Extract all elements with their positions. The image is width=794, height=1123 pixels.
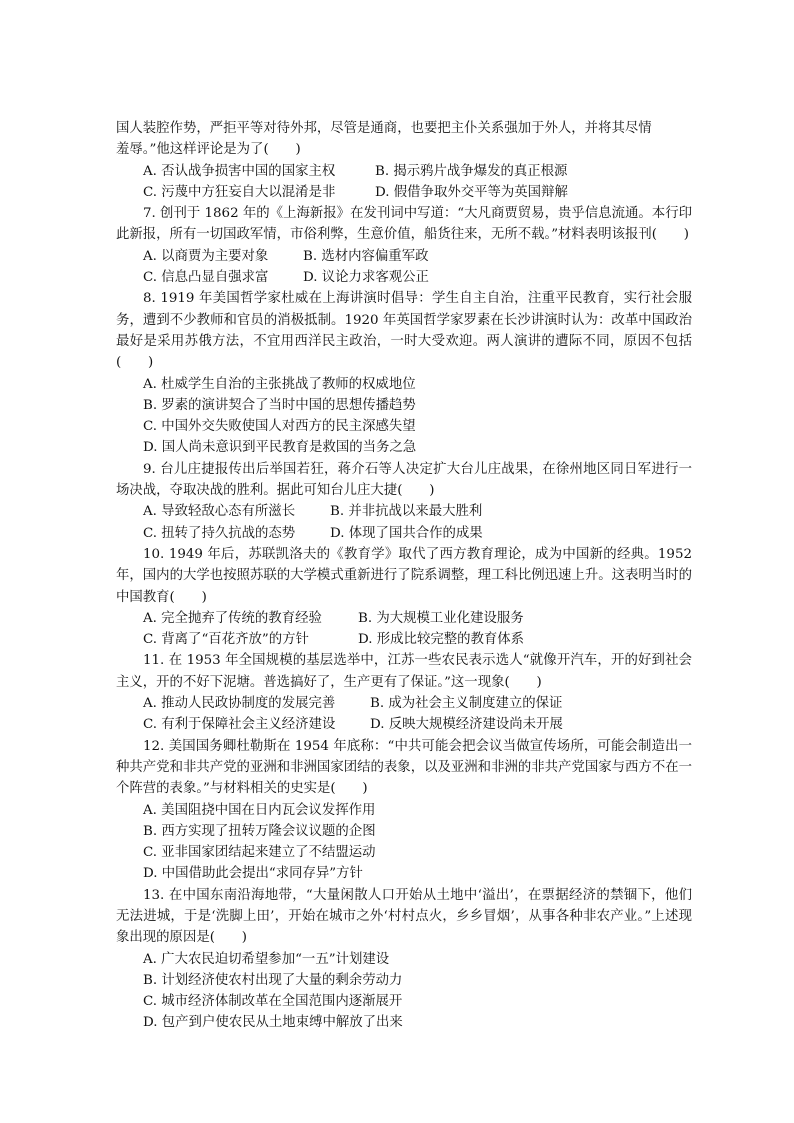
- q9-options-row1: [116, 501, 692, 522]
- q6-options-row1: [116, 161, 692, 182]
- q8-stem: 8. 1919 年美国哲学家杜威在上海讲演时倡导：学生自主自治，注重平民教育，实行社会服务，遭到不少教师和官员的消极抵制。1920 年英国哲学家罗素在长沙讲演时认为：改革中国政治最好是采用苏俄方法，不宜用西洋民主政治，一时大受欢迎。两人演讲的遭际不同，原因不包括( ): [116, 291, 692, 371]
- q12-option-b[interactable]: B. 西方实现了扭转万隆会议议题的企图: [143, 823, 376, 839]
- q6-option-c[interactable]: C. 污蔑中方狂妄自大以混淆是非: [143, 184, 336, 200]
- q9-stem: 9. 台儿庄捷报传出后举国若狂，蒋介石等人决定扩大台儿庄战果，在徐州地区同日军进行一场决战，夺取决战的胜利。据此可知台儿庄大捷( ): [116, 461, 692, 499]
- q7-option-c[interactable]: C. 信息凸显自强求富: [143, 270, 269, 286]
- q7-options-row2: [116, 267, 692, 288]
- q10-option-a[interactable]: A. 完全抛弃了传统的教育经验: [143, 610, 322, 626]
- q7-option-b[interactable]: B. 选材内容偏重军政: [303, 248, 429, 264]
- q12-option-a[interactable]: A. 美国阻挠中国在日内瓦会议发挥作用: [143, 802, 376, 818]
- q9-option-c[interactable]: C. 扭转了持久抗战的态势: [143, 525, 296, 541]
- q10-option-c[interactable]: C. 背离了“百花齐放”的方针: [143, 632, 309, 648]
- q8-option-c[interactable]: C. 中国外交失败使国人对西方的民主深感失望: [143, 419, 416, 435]
- q11-stem: 11. 在 1953 年全国规模的基层选举中，江苏一些农民表示选人“就像开汽车，开的好到社会主义，开的不好下泥塘。普选搞好了，生产更有了保证。”这一现象( ): [116, 653, 692, 690]
- q11-option-a[interactable]: A. 推动人民政协制度的发展完善: [143, 696, 336, 712]
- q6-stem-line1: 国人装腔作势，严拒平等对待外邦，尽管是通商，也要把主仆关系强加于外人，并将其尽情: [116, 121, 652, 136]
- q13-option-d[interactable]: D. 包产到户使农民从土地束缚中解放了出来: [143, 1015, 403, 1031]
- q8-option-b[interactable]: B. 罗素的演讲契合了当时中国的思想传播趋势: [143, 397, 416, 413]
- q7-option-a[interactable]: A. 以商贾为主要对象: [143, 248, 269, 264]
- q9-option-a[interactable]: A. 导致轻敌心态有所滋长: [143, 504, 296, 520]
- q12-option-d[interactable]: D. 中国借助此会提出“求同存异”方针: [143, 866, 363, 882]
- q12-option-c[interactable]: C. 亚非国家团结起来建立了不结盟运动: [143, 845, 376, 861]
- q13-stem: 13. 在中国东南沿海地带，“大量闲散人口开始从土地中‘溢出’，在票据经济的禁锢下，他们无法进城，于是‘洗脚上田’，开始在城市之外‘村村点火，乡乡冒烟’，从事各种非农产业。”上述现象出现的原因是( ): [116, 887, 692, 946]
- q11-option-d[interactable]: D. 反映大规模经济建设尚未开展: [370, 717, 563, 733]
- q8-option-d[interactable]: D. 国人尚未意识到平民教育是救国的当务之急: [143, 440, 417, 456]
- q10-stem: 10. 1949 年后，苏联凯洛夫的《教育学》取代了西方教育理论，成为中国新的经典。1952 年，国内的大学也按照苏联的大学模式重新进行了院系调整，理工科比例迅速上升。这表明当时的中国教育( ): [116, 546, 692, 605]
- q6-option-a[interactable]: A. 否认战争损害中国的国家主权: [143, 163, 336, 179]
- q12-stem: 12. 美国国务卿杜勒斯在 1954 年底称：“中共可能会把会议当做宣传场所，可能会制造出一种共产党和非共产党的亚洲和非洲国家团结的表象，以及亚洲和非洲的非共产党国家与西方不在一个阵营的表象。”与材料相关的史实是( ): [116, 738, 692, 797]
- q6-stem-line2: 羞辱。”他这样评论是为了( ): [116, 142, 301, 158]
- q10-options-row1: [116, 608, 692, 629]
- q13-option-a[interactable]: A. 广大农民迫切希望参加“一五”计划建设: [143, 951, 390, 967]
- q6-option-b[interactable]: B. 揭示鸦片战争爆发的真正根源: [375, 163, 568, 179]
- q6-option-d[interactable]: D. 假借争取外交平等为英国辩解: [375, 184, 568, 200]
- q10-option-d[interactable]: D. 形成比较完整的教育体系: [358, 632, 525, 648]
- q13-option-b[interactable]: B. 计划经济使农村出现了大量的剩余劳动力: [143, 972, 403, 988]
- q10-option-b[interactable]: B. 为大规模工业化建设服务: [358, 610, 524, 626]
- q13-option-c[interactable]: C. 城市经济体制改革在全国范围内逐渐展开: [143, 994, 403, 1010]
- q10-options-row2: [116, 629, 692, 650]
- q7-stem: 7. 创刊于 1862 年的《上海新报》在发刊词中写道：“大凡商贾贸易，贵乎信息流通。本行印此新报，所有一切国政军情，市俗利弊，生意价值，船货往来，无所不载。”材料表明该报刊( ): [116, 206, 692, 243]
- q9-option-b[interactable]: B. 并非抗战以来最大胜利: [330, 504, 483, 520]
- q11-options-row2: [116, 714, 692, 735]
- exam-page: [116, 118, 692, 1034]
- q11-option-c[interactable]: C. 有利于保障社会主义经济建设: [143, 717, 336, 733]
- q7-options-row1: [116, 246, 692, 267]
- q11-options-row1: [116, 693, 692, 714]
- q6-stem-tail: [116, 118, 692, 161]
- q8-option-a[interactable]: A. 杜威学生自治的主张挑战了教师的权威地位: [143, 376, 416, 392]
- q11-option-b[interactable]: B. 成为社会主义制度建立的保证: [370, 696, 563, 712]
- q9-option-d[interactable]: D. 体现了国共合作的成果: [330, 525, 483, 541]
- q6-options-row2: [116, 182, 692, 203]
- q7-option-d[interactable]: D. 议论力求客观公正: [303, 270, 429, 286]
- q9-options-row2: [116, 523, 692, 544]
